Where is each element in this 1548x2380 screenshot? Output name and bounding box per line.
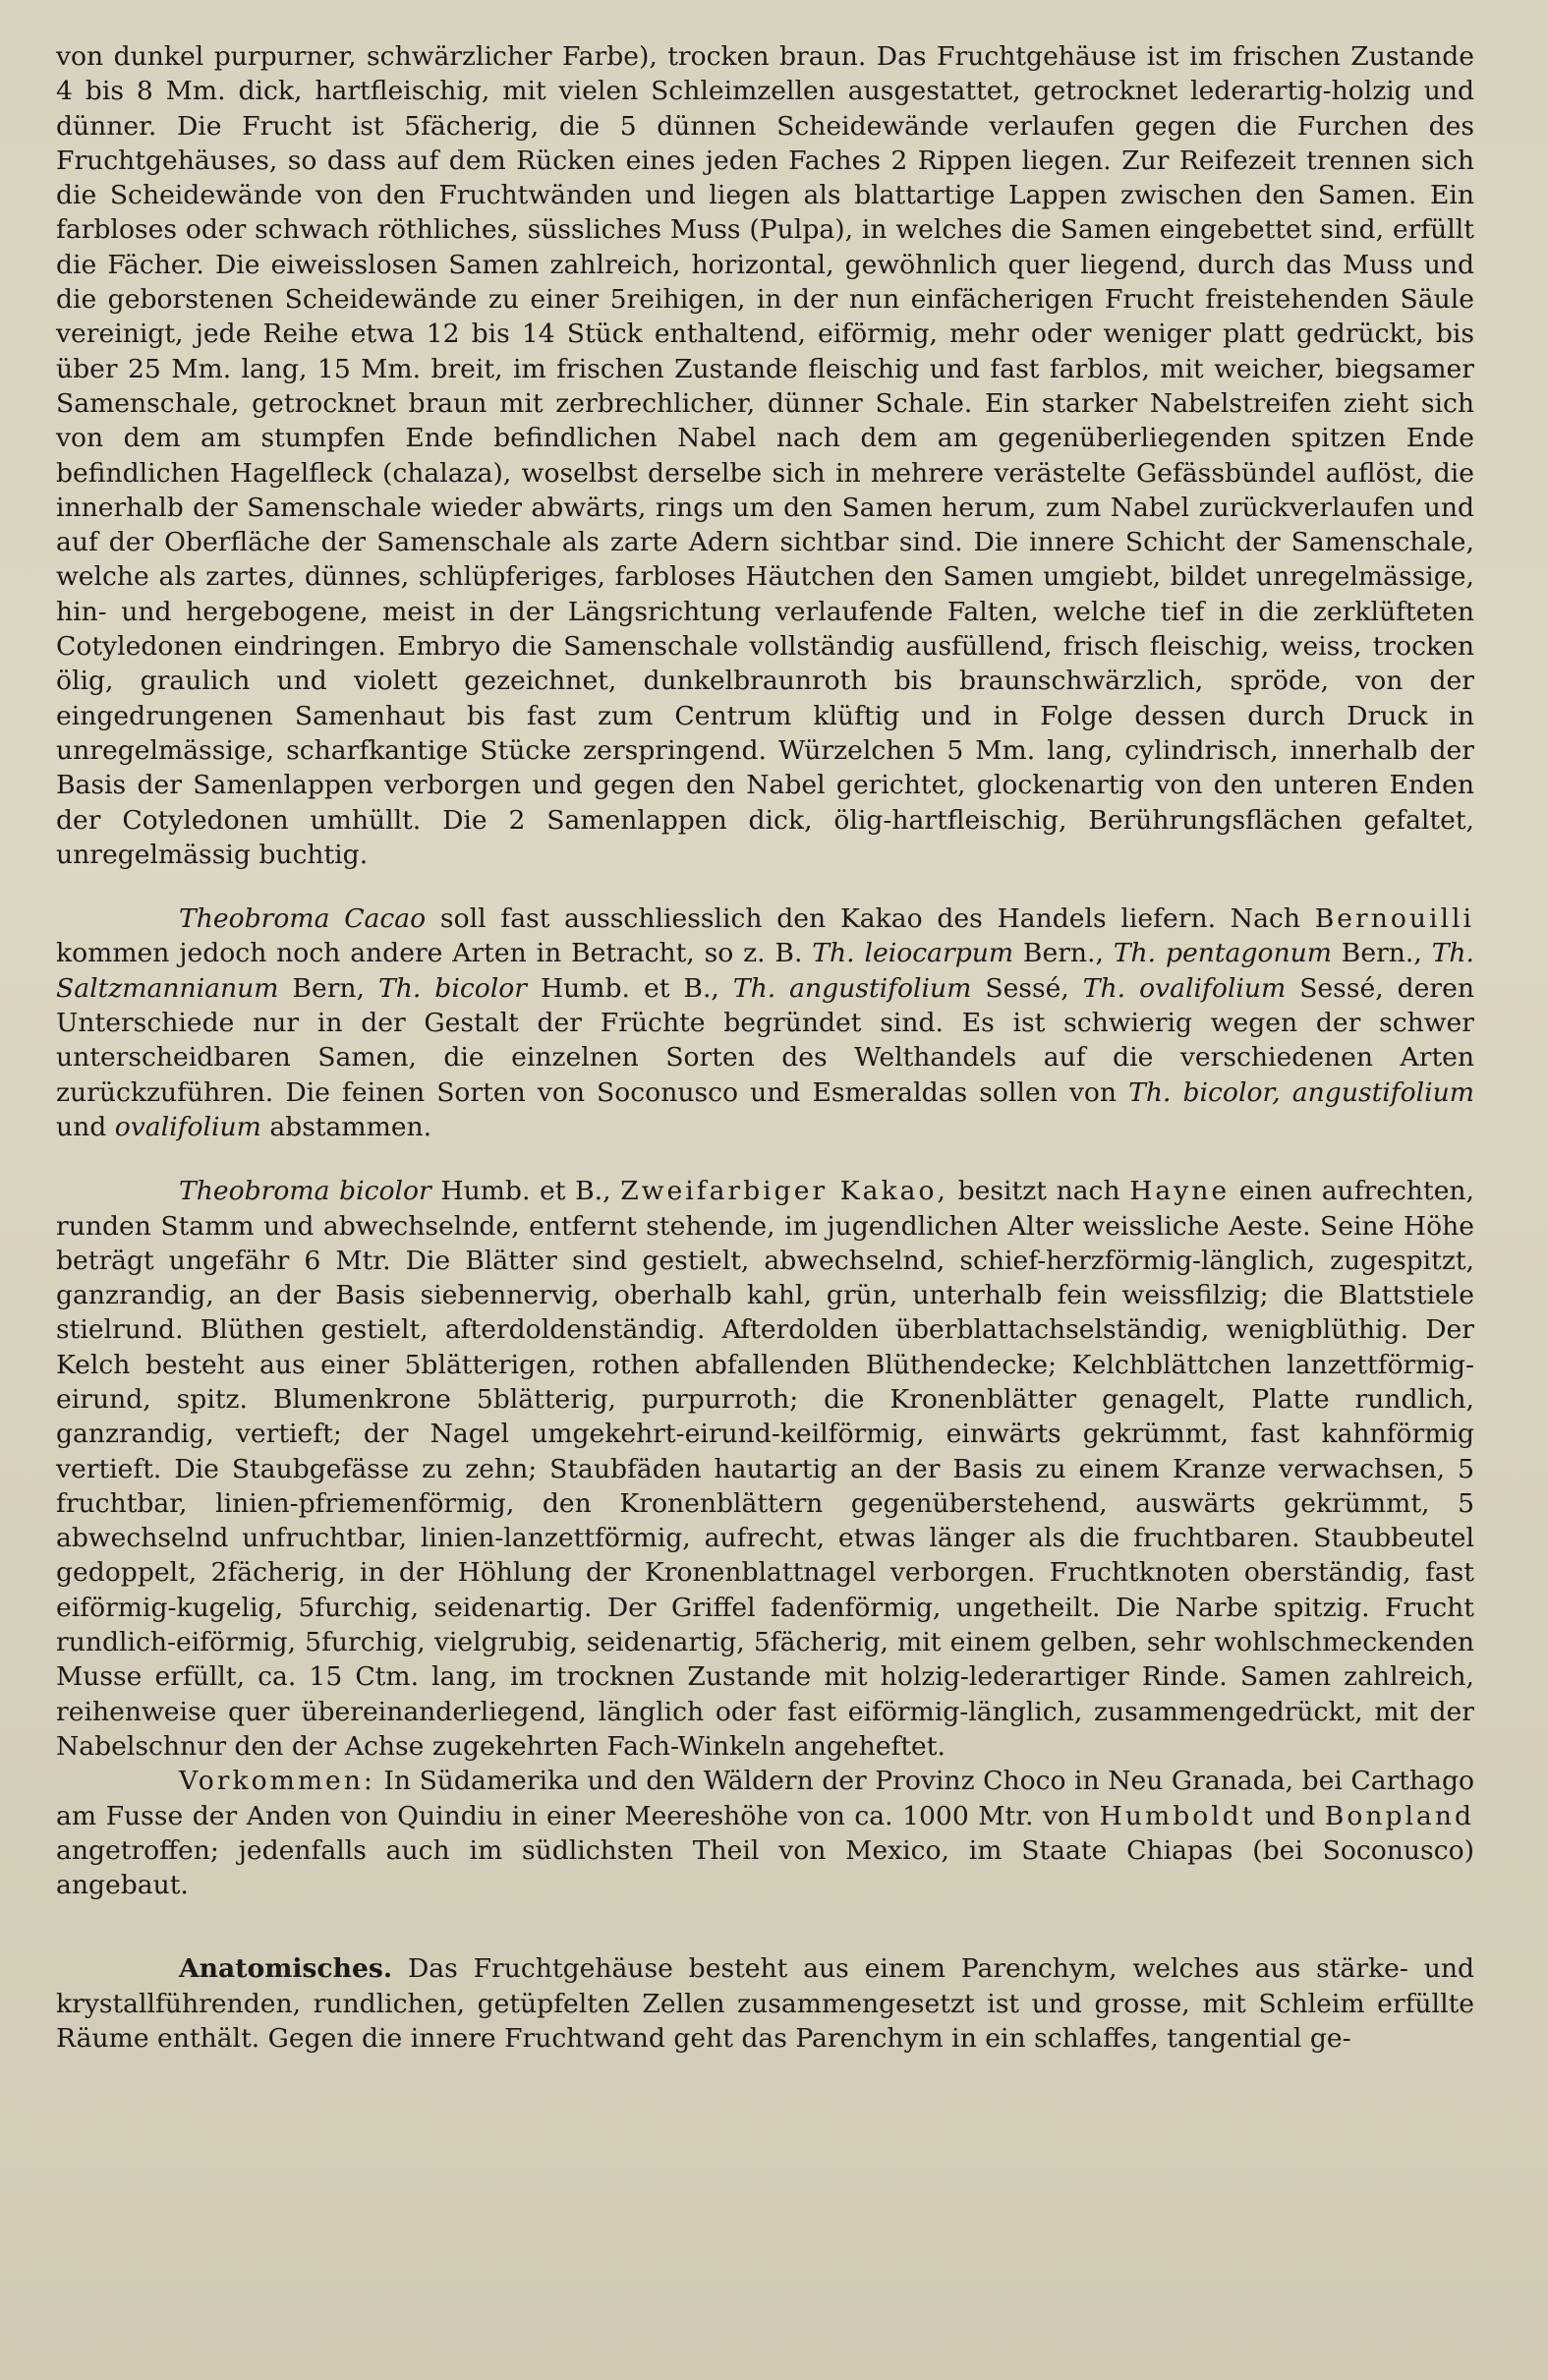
text-run: und	[56, 1111, 115, 1142]
text-run: In Südamerika und den Wäldern der Provinz Choco in Neu Granada, bei Carthago am Fusse der Anden von Quindiu in einer Meereshöhe von ca. 1000 Mtr. von	[56, 1766, 1474, 1831]
species-name: Th. bicolor	[378, 972, 527, 1004]
species-name: ovalifolium	[114, 1111, 261, 1142]
species-name: Th. pentagonum	[1113, 938, 1332, 969]
text-run: soll fast ausschliesslich den Kakao des Handels liefern. Nach	[426, 903, 1315, 935]
text-run: einen aufrechten, runden Stamm und abwechselnde, entfernt stehende, im jugendlichen Alter weissliche Aeste. Seine Höhe beträgt ungefähr 6 Mtr. Die Blätter sind gestielt, abwechselnd, schief-herzförmig-länglich, zugespitzt, ganzrandig, an der Basis siebennervig, oberhalb kahl, grün, unterhalb fein weissfilzig; die Blattstiele stielrund. Blüthen gestielt, afterdoldenständig. Afterdolden überblattachselständig, wenigblüthig. Der Kelch besteht aus einer 5blätterigen, rothen abfallenden Blüthendecke; Kelchblättchen lanzettförmig-eirund, spitz. Blumenkrone 5blätterig, purpurroth; die Kronenblätter genagelt, Platte rundlich, ganzrandig, vertieft; der Nagel umgekehrt-eirund-keilförmig, einwärts gekrümmt, fast kahnförmig vertieft. Die Staubgefässe zu zehn; Staubfäden hautartig an der Basis zu einem Kranze verwachsen, 5 fruchtbar, linien-pfriemenförmig, den Kronenblättern gegenüberstehend, auswärts gekrümmt, 5 abwechselnd unfruchtbar, linien-lanzettförmig, aufrecht, etwas länger als die fruchtbaren. Staubbeutel gedoppelt, 2fächerig, in der Höhlung der Kronenblattnagel verborgen. Fruchtknoten oberständig, fast eiförmig-kugelig, 5furchig, seidenartig. Der Griffel fadenförmig, ungetheilt. Die Narbe spitzig. Frucht rundlich-eiförmig, 5furchig, vielgrubig, seidenartig, 5fächerig, mit einem gelben, sehr wohlschmeckenden Musse erfüllt, ca. 15 Ctm. lang, im trocknen Zustande mit holzig-lederartiger Rinde. Samen zahlreich, reihenweise quer übereinanderliegend, länglich oder fast eiförmig-länglich, zusammengedrückt, mit der Nabelschnur den der Achse zugekehrten Fach-Winkeln angeheftet.	[56, 1176, 1475, 1762]
text-run: und	[1255, 1800, 1325, 1831]
paragraph-vorkommen	[56, 1764, 1474, 1902]
text-run: besitzt nach	[947, 1176, 1130, 1207]
paragraph-theobroma-bicolor	[56, 1174, 1474, 1764]
text-run: Bern.,	[1013, 938, 1114, 969]
text-run: Humb. et B.,	[430, 1176, 621, 1207]
text-run: Bern,	[278, 972, 378, 1004]
text-run: Sessé, deren Unterschiede nur in der Gestalt der Früchte begründet sind. Es ist schwierig wegen der schwer unterscheidbaren Samen, die einzelnen Sorten des Welthandels auf die verschiedenen Arten zurückzuführen. Die feinen Sorten von Soconusco und Esmeraldas sollen von	[56, 972, 1474, 1108]
species-name: Theobroma bicolor	[179, 1176, 431, 1207]
common-name: Zweifarbiger Kakao,	[620, 1176, 948, 1207]
paragraph-cacao-species	[56, 901, 1474, 1144]
author-name: Bernouilli	[1314, 903, 1474, 935]
species-name: Th. leiocarpum	[812, 938, 1014, 969]
species-name: Th. bicolor, angustifolium	[1128, 1076, 1474, 1108]
text-run: Das Fruchtgehäuse besteht aus einem Parenchym, welches aus stärke- und krystallführenden, rundlichen, getüpfelten Zellen zusammengesetzt ist und grosse, mit Schleim erfüllte Räume enthält. Gegen die innere Fruchtwand geht das Parenchym in ein schlaffes, tangential ge-	[56, 1953, 1474, 2055]
text-run: angetroffen; jedenfalls auch im südlichsten Theil von Mexico, im Staate Chiapas (bei Soconusco) angebaut.	[56, 1834, 1474, 1901]
text-run: Bern.,	[1331, 938, 1432, 969]
text-run: kommen jedoch noch andere Arten in Betracht, so z. B.	[56, 938, 813, 969]
species-name: Th. angustifolium	[732, 972, 972, 1004]
paragraph-anatomisches	[56, 1951, 1474, 2056]
section-heading: Anatomisches.	[179, 1953, 393, 1985]
author-name: Humboldt	[1099, 1800, 1256, 1831]
text-run: Humb. et B.,	[526, 972, 733, 1004]
species-name: Th. ovalifolium	[1082, 972, 1287, 1004]
author-name: Bonpland	[1324, 1800, 1474, 1831]
section-label: Vorkommen:	[179, 1766, 375, 1797]
paragraph-fruit-description: von dunkel purpurner, schwärzlicher Farbe), trocken braun. Das Fruchtgehäuse ist im frischen Zustande 4 bis 8 Mm. dick, hartfleischig, mit vielen Schleimzellen ausgestattet, getrocknet lederartig-holzig und dünner. Die Frucht ist 5fächerig, die 5 dünnen Scheidewände verlaufen gegen die Furchen des Fruchtgehäuses, so dass auf dem Rücken eines jeden Faches 2 Rippen liegen. Zur Reifezeit trennen sich die Scheidewände von den Fruchtwänden und liegen als blattartige Lappen zwischen den Samen. Ein farbloses oder schwach röthliches, süssliches Muss (Pulpa), in welches die Samen eingebettet sind, erfüllt die Fächer. Die eiweisslosen Samen zahlreich, horizontal, gewöhnlich quer liegend, durch das Muss und die geborstenen Scheidewände zu einer 5reihigen, in der nun einfächerigen Frucht freistehenden Säule vereinigt, jede Reihe etwa 12 bis 14 Stück enthaltend, eiförmig, mehr oder weniger platt gedrückt, bis über 25 Mm. lang, 15 Mm. breit, im frischen Zustande fleischig und fast farblos, mit weicher, biegsamer Samenschale, getrocknet braun mit zerbrechlicher, dünner Schale. Ein starker Nabelstreifen zieht sich von dem am stumpfen Ende befindlichen Nabel nach dem am gegenüberliegenden spitzen Ende befindlichen Hagelfleck (chalaza), woselbst derselbe sich in mehrere verästelte Gefässbündel auflöst, die innerhalb der Samenschale wieder abwärts, rings um den Samen herum, zum Nabel zurückverlaufen und auf der Oberfläche der Samenschale als zarte Adern sichtbar sind. Die innere Schicht der Samenschale, welche als zartes, dünnes, schlüpferiges, farbloses Häutchen den Samen umgiebt, bildet unregelmässige, hin- und hergebogene, meist in der Längsrichtung verlaufende Falten, welche tief in die zerklüfteten Cotyledonen eindringen. Embryo die Samenschale vollständig ausfüllend, frisch fleischig, weiss, trocken ölig, graulich und violett gezeichnet, dunkelbraunroth bis braunschwärzlich, spröde, von der eingedrungenen Samenhaut bis fast zum Centrum klüftig und in Folge dessen durch Druck in unregelmässige, scharfkantige Stücke zerspringend. Würzelchen 5 Mm. lang, cylindrisch, innerhalb der Basis der Samenlappen verborgen und gegen den Nabel gerichtet, glockenartig von den unteren Enden der Cotyledonen umhüllt. Die 2 Samenlappen dick, ölig-hartfleischig, Berührungsflächen gefaltet, unregelmässig buchtig.	[56, 41, 1474, 870]
text-run: abstammen.	[260, 1111, 432, 1142]
species-name: Th. Saltzmannianum	[56, 938, 1475, 1004]
author-name: Hayne	[1129, 1176, 1231, 1207]
text-run: Sessé,	[971, 972, 1083, 1004]
species-name: Theobroma Cacao	[179, 903, 427, 935]
